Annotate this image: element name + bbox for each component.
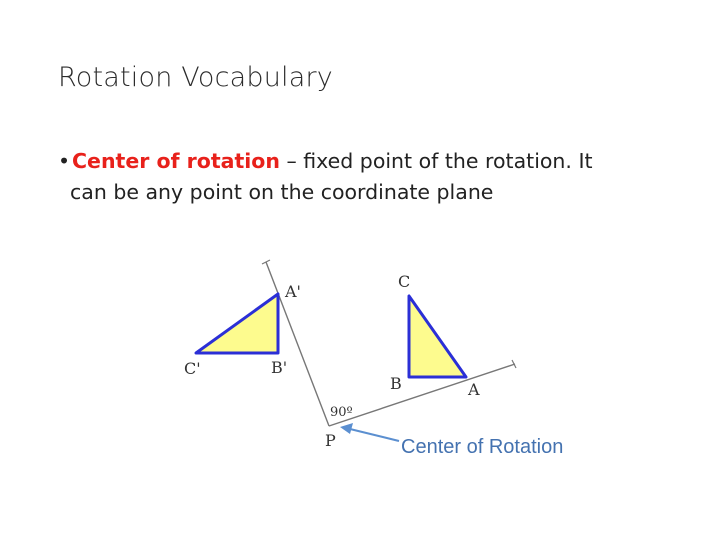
- triangle-image: [196, 294, 278, 353]
- bullet-definition-line1: – fixed point of the rotation. It: [279, 149, 593, 173]
- label-b: B: [390, 374, 402, 393]
- slide-title: Rotation Vocabulary: [58, 62, 333, 93]
- label-a: A: [468, 380, 480, 399]
- label-a-prime: A': [285, 282, 301, 301]
- callout-text: Center of Rotation: [401, 436, 564, 458]
- label-p: P: [325, 431, 336, 450]
- label-c: C: [398, 272, 411, 291]
- label-c-prime: C': [184, 359, 201, 378]
- callout-arrowhead: [340, 423, 353, 434]
- triangle-preimage: [409, 296, 466, 377]
- label-b-prime: B': [271, 358, 288, 377]
- bullet-definition-line2: can be any point on the coordinate plane: [70, 180, 494, 204]
- bullet-marker: •: [58, 149, 71, 173]
- ray-end-tick-right: [512, 360, 516, 368]
- bullet-term: Center of rotation: [72, 149, 280, 173]
- callout-arrow-shaft: [350, 429, 399, 441]
- label-angle: 90º: [330, 405, 353, 420]
